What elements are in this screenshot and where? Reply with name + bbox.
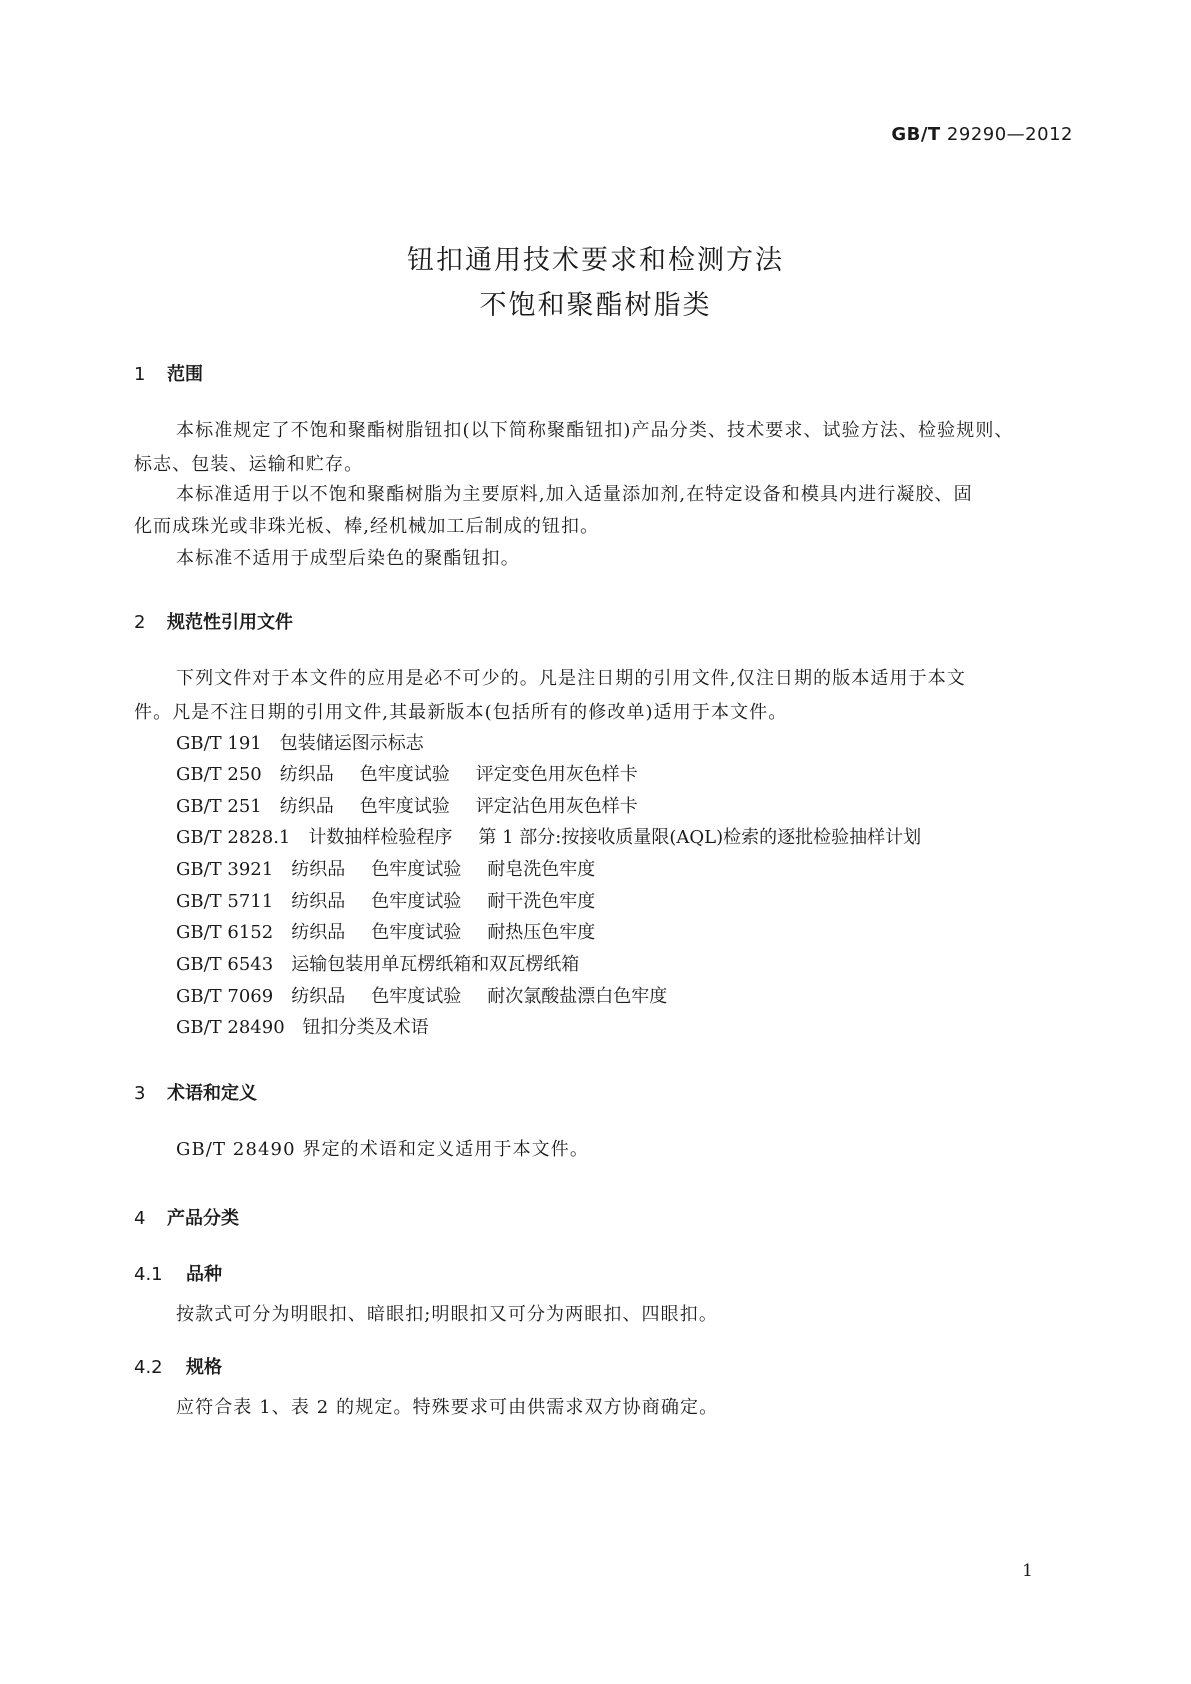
reference-title: 耐皂洗色牢度 [487,859,596,880]
reference-code: GB/T 3921 [176,859,274,880]
reference-title: 色牢度试验 [371,859,462,880]
paragraph: 本标准适用于以不饱和聚酯树脂为主要原料,加入适量添加剂,在特定设备和模具内进行凝胶、固 [176,484,973,505]
reference-title: 包装储运图示标志 [279,733,424,754]
reference-title: 色牢度试验 [359,796,450,817]
section-number: 1 [134,364,146,385]
section-number: 3 [134,1083,146,1104]
reference-item [176,1011,455,1045]
reference-title: 评定沾色用灰色样卡 [475,796,638,817]
reference-title: 纺织品 [291,922,346,943]
reference-title: 钮扣分类及术语 [302,1017,429,1038]
reference-title: 耐热压色牢度 [487,922,596,943]
document-title-line1: 钮扣通用技术要求和检测方法 [407,245,784,276]
reference-code: GB/T 191 [176,733,262,754]
reference-title: 纺织品 [291,859,346,880]
standard-code: 29290—2012 [946,124,1073,145]
reference-title: 色牢度试验 [371,891,462,912]
reference-title: 计数抽样检验程序 [308,827,453,848]
reference-code: GB/T 7069 [176,986,274,1007]
subsection-4-1-heading [134,1260,222,1286]
reference-code: GB/T 6543 [176,954,274,975]
reference-item [176,980,693,1014]
reference-item [176,790,664,824]
reference-title: 第 1 部分:按接收质量限(AQL)检索的逐批检验抽样计划 [478,827,922,848]
reference-title: 耐干洗色牢度 [487,891,596,912]
section-3-heading [134,1079,257,1105]
reference-item [176,948,605,982]
page-number: 1 [1022,1561,1033,1581]
reference-item [176,916,621,950]
subsection-number: 4.1 [134,1264,163,1285]
paragraph: 件。凡是不注日期的引用文件,其最新版本(包括所有的修改单)适用于本文件。 [134,702,788,723]
section-number: 4 [134,1208,146,1229]
subsection-title: 规格 [186,1357,222,1378]
reference-title: 色牢度试验 [359,764,450,785]
paragraph: 应符合表 1、表 2 的规定。特殊要求可由供需求双方协商确定。 [176,1397,719,1418]
document-title-line2: 不饱和聚酯树脂类 [479,290,712,321]
section-4-heading [134,1204,239,1230]
reference-item [176,885,621,919]
reference-title: 耐次氯酸盐漂白色牢度 [487,986,668,1007]
reference-item [176,758,664,792]
reference-title: 纺织品 [291,891,346,912]
reference-code: GB/T 6152 [176,922,274,943]
subsection-title: 品种 [186,1264,222,1285]
section-title: 术语和定义 [167,1083,257,1104]
reference-code: GB/T 251 [176,796,262,817]
standard-prefix: GB/T [891,124,941,145]
section-1-heading [134,360,203,386]
paragraph: GB/T 28490 界定的术语和定义适用于本文件。 [176,1139,589,1160]
reference-code: GB/T 28490 [176,1017,285,1038]
paragraph: 下列文件对于本文件的应用是必不可少的。凡是注日期的引用文件,仅注日期的版本适用于本文 [176,668,966,689]
reference-code: GB/T 2828.1 [176,827,291,848]
reference-title: 纺织品 [279,764,334,785]
reference-title: 纺织品 [291,986,346,1007]
reference-item [176,821,947,855]
reference-title: 运输包装用单瓦楞纸箱和双瓦楞纸箱 [291,954,580,975]
reference-title: 评定变色用灰色样卡 [475,764,638,785]
subsection-number: 4.2 [134,1357,163,1378]
section-title: 产品分类 [167,1208,239,1229]
paragraph: 本标准规定了不饱和聚酯树脂钮扣(以下简称聚酯钮扣)产品分类、技术要求、试验方法、检验规则、 [176,420,1014,441]
reference-item [176,727,450,761]
reference-code: GB/T 250 [176,764,262,785]
paragraph: 化而成珠光或非珠光板、棒,经机械加工后制成的钮扣。 [134,516,600,537]
section-title: 规范性引用文件 [167,612,293,633]
reference-code: GB/T 5711 [176,891,274,912]
reference-title: 色牢度试验 [371,922,462,943]
standard-number [891,124,1073,145]
section-2-heading [134,608,293,634]
section-number: 2 [134,612,146,633]
reference-title: 纺织品 [279,796,334,817]
reference-item [176,853,621,887]
paragraph: 标志、包装、运输和贮存。 [134,454,364,475]
paragraph: 本标准不适用于成型后染色的聚酯钮扣。 [176,548,520,569]
paragraph: 按款式可分为明眼扣、暗眼扣;明眼扣又可分为两眼扣、四眼扣。 [176,1304,718,1325]
section-title: 范围 [167,364,203,385]
reference-title: 色牢度试验 [371,986,462,1007]
subsection-4-2-heading [134,1353,222,1379]
